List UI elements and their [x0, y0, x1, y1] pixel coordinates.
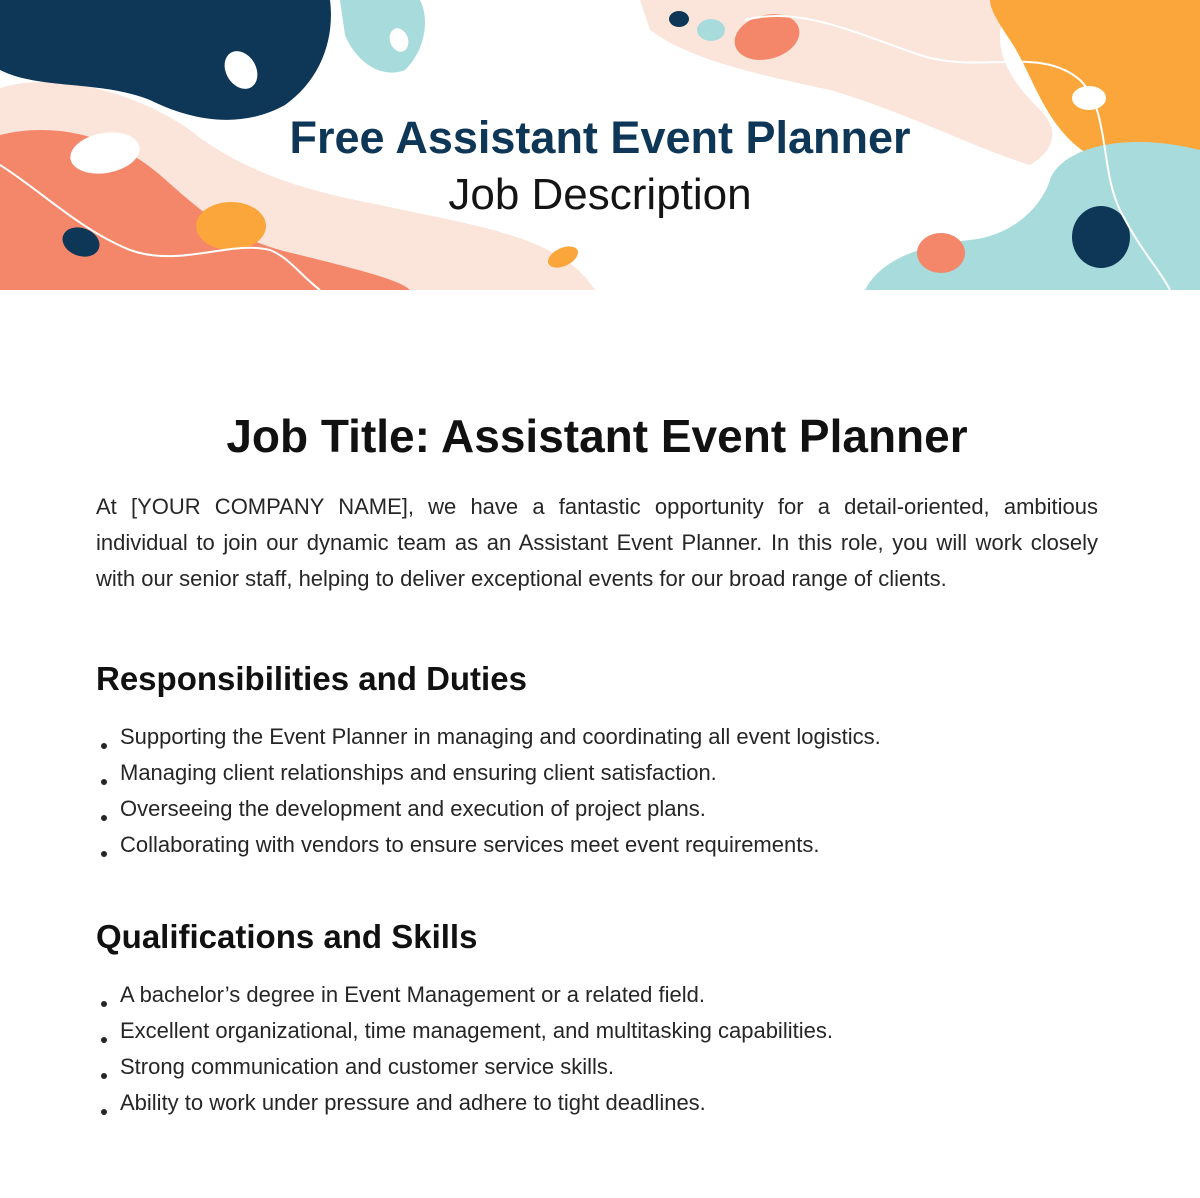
- list-item: [96, 827, 1098, 863]
- list-item: [96, 977, 1098, 1013]
- bullet-icon: [101, 779, 107, 785]
- list-item: [96, 1085, 1098, 1121]
- intro-paragraph: At [YOUR COMPANY NAME], we have a fantastic opportunity for a detail-oriented, ambitious individual to join our dynamic team as an Assistant Event Planner. In this role, you will work closely with our senior staff, helping to deliver exceptional events for our broad range of clients.: [96, 494, 1098, 591]
- list-item: [96, 755, 1098, 791]
- job-title: Job Title: Assistant Event Planner: [226, 410, 968, 462]
- bullet-icon: [101, 1109, 107, 1115]
- bullet-icon: [101, 815, 107, 821]
- document-body: [96, 405, 1098, 1121]
- list-item-text: Overseeing the development and execution of project plans.: [120, 796, 706, 821]
- list-item-text: Ability to work under pressure and adhere to tight deadlines.: [120, 1090, 706, 1115]
- list-item-text: A bachelor’s degree in Event Management or a related field.: [120, 982, 705, 1007]
- bullet-icon: [101, 743, 107, 749]
- bullet-icon: [101, 1073, 107, 1079]
- list-item-text: Excellent organizational, time management, and multitasking capabilities.: [120, 1018, 833, 1043]
- list-item: [96, 791, 1098, 827]
- list-item: [96, 719, 1098, 755]
- header-banner: [0, 0, 1200, 290]
- banner-subtitle: Job Description: [448, 170, 752, 219]
- bullet-icon: [101, 1001, 107, 1007]
- list-item-text: Collaborating with vendors to ensure services meet event requirements.: [120, 832, 820, 857]
- bullet-icon: [101, 851, 107, 857]
- list-item-text: Supporting the Event Planner in managing and coordinating all event logistics.: [120, 724, 881, 749]
- list-item: [96, 1049, 1098, 1085]
- bullet-icon: [101, 1037, 107, 1043]
- list-item-text: Strong communication and customer service skills.: [120, 1054, 614, 1079]
- responsibilities-list: [96, 719, 1098, 863]
- list-item: [96, 1013, 1098, 1049]
- list-item-text: Managing client relationships and ensuring client satisfaction.: [120, 760, 717, 785]
- responsibilities-heading: Responsibilities and Duties: [96, 660, 527, 697]
- banner-title: Free Assistant Event Planner: [289, 112, 911, 163]
- qualifications-heading: Qualifications and Skills: [96, 918, 478, 955]
- qualifications-list: [96, 977, 1098, 1121]
